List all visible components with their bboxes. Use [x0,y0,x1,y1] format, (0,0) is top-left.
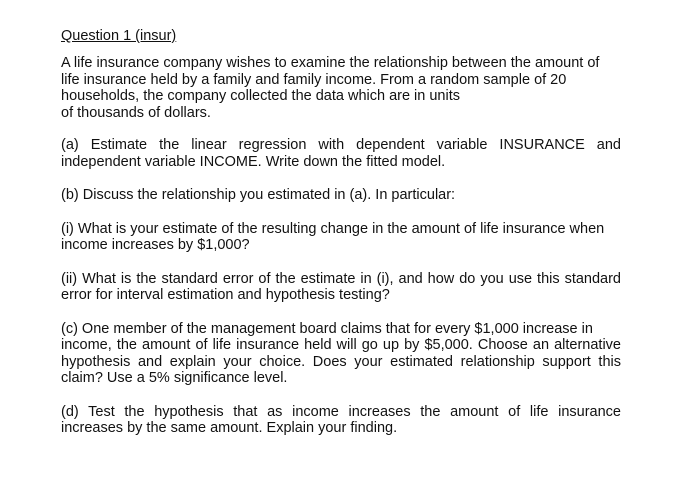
intro-paragraph [61,55,621,121]
part-ii-line: (ii) What is the standard error of the estimate in (i), and how do you use this standard [61,270,621,287]
part-a-line: independent variable INCOME. Write down the fitted model. [61,153,446,170]
part-c-line: hypothesis and explain your choice. Does your estimated relationship support this [61,353,621,370]
part-d-line: increases by the same amount. Explain your finding. [61,420,398,436]
part-d-line: (d) Test the hypothesis that as income increases the amount of life insurance [61,403,621,420]
question-title: Question 1 (insur) [61,28,177,44]
part-a-line: (a) Estimate the linear regression with dependent variable INSURANCE and [61,137,621,153]
intro-line: A life insurance company wishes to examine the relationship between the amount of [61,55,600,71]
part-i-line: (i) What is your estimate of the resulting change in the amount of life insurance when [61,220,605,237]
intro-line: of thousands of dollars. [61,104,211,121]
intro-line: life insurance held by a family and family income. From a random sample of 20 [61,71,567,88]
intro-line: households, the company collected the data which are in units [61,88,460,104]
part-b-paragraph [61,187,621,204]
part-ii-paragraph [61,271,621,304]
part-c-line: claim? Use a 5% significance level. [61,370,288,386]
question-document [61,28,621,437]
part-c-line: (c) One member of the management board claims that for every $1,000 increase in [61,320,593,337]
part-c-paragraph [61,321,621,387]
part-a-paragraph [61,137,621,170]
part-i-line: income increases by $1,000? [61,237,250,253]
part-i-paragraph [61,221,621,254]
part-d-paragraph [61,404,621,437]
part-b-line: (b) Discuss the relationship you estimated in (a). In particular: [61,187,456,203]
part-c-line: income, the amount of life insurance held will go up by $5,000. Choose an alternative [61,337,621,353]
part-ii-line: error for interval estimation and hypothesis testing? [61,287,390,303]
